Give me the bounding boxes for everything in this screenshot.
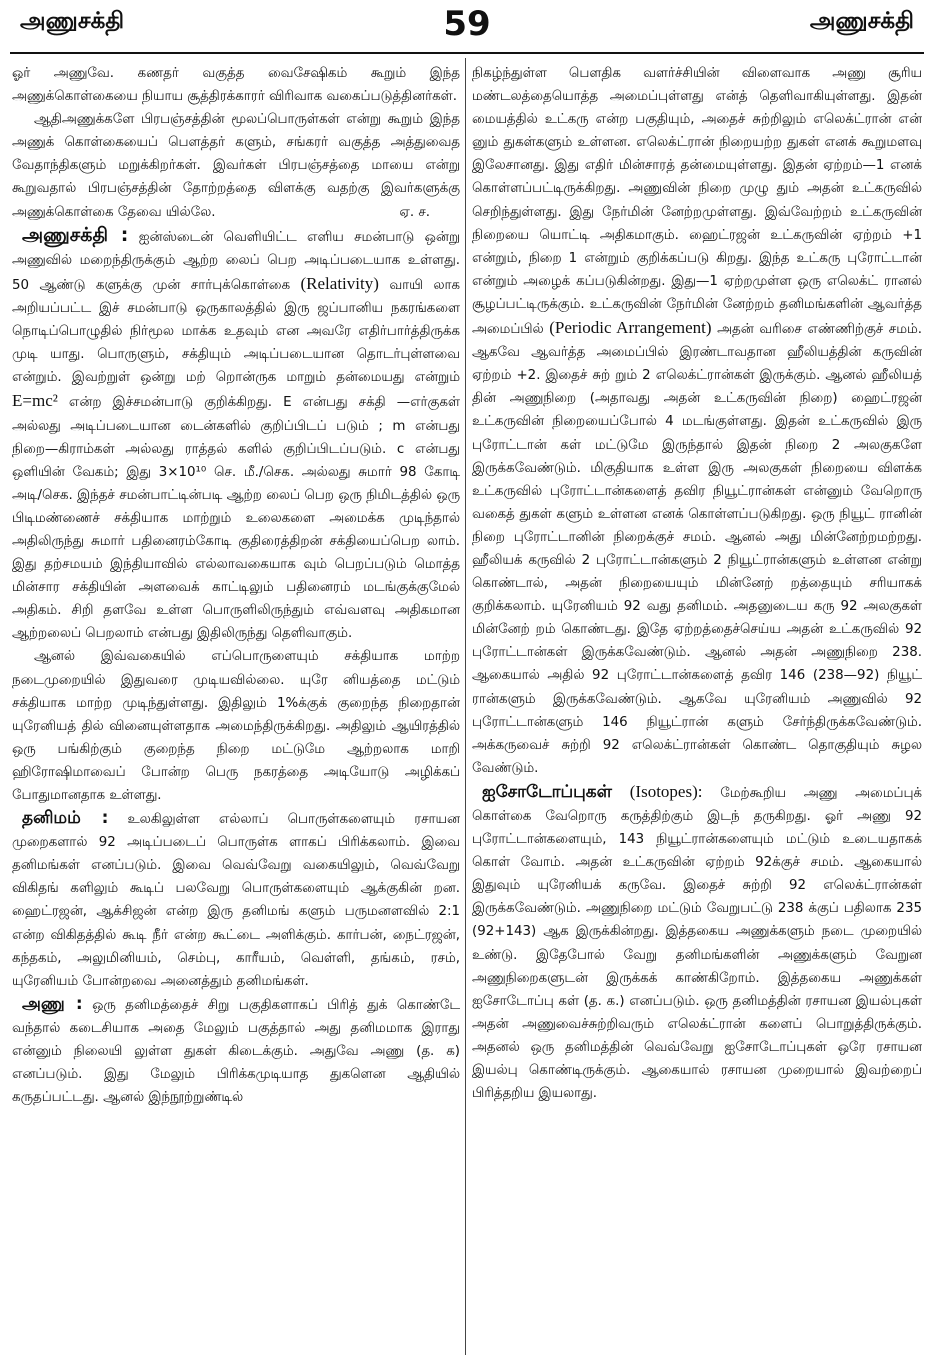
entry-heading: அணுசக்தி :: [22, 223, 129, 246]
running-head-left: அணுசக்தி: [20, 8, 125, 34]
entry-text: மேற்கூறிய அணு அமைப்புக் கொள்கை வேறொரு கருத்திற்கும் இடந் தருகிறது. ஓர் அணு 92 புரோட்டான்களையும், 143 நியூட்ரான்களையும் மட்டும் உடையதாகக் கொள் வோம். அதன் உட்கருவின் ஏற்றம் 92க்குச் சமம். ஆகையால் இதுவும் யுரேனியக் கருவே. இதைச் சுற்றி 92 எலெக்ட்ரான்கள் இருக்கவேண்டும். அணுநிறை மட்டும் வேறுபட்டு 238 க்குப் பதிலாக 235 (92+143) ஆக இருக்கின்றது. இத்தகைய அணுக்களும் நடை முறையில் உண்டு. இதேபோல் வேறு தனிமங்களின் அணுக்களும் வேறுன அணுநிறைகளுடன் இருக்கக் காண்கிறோம். இத்தகைய அணுக்கள் ஐசோடோப்பு கள் (த. க.) எனப்படும். ஒரு தனிமத்தின் ரசாயன இயல்புகள் அதன் அணுவைச்சுற்றிவரும் எலெக்ட்ரான் களைப் பொறுத்திருக்கும். அதனல் ஒரு தனிமத்தின் வெவ்வேறு ஐசோடோப்புகள் ஒரே ரசாயன இயல்பு கொண்டிருக்கும். ஆகையால் ரசாயன முறையால் இவற்றைப் பிரித்தறிய இயலாது.: [472, 785, 922, 1102]
header-rule: [10, 52, 924, 54]
entry-element: [12, 807, 460, 993]
paragraph: [472, 62, 922, 780]
running-head-right: அணுசக்தி: [809, 8, 914, 34]
entry-atomic-power: [12, 224, 460, 646]
page-number: 59: [443, 4, 491, 44]
english-term: (Periodic Arrangement): [549, 318, 712, 338]
paragraph: ஆனல் இவ்வகையில் எப்பொருளையும் சக்தியாக மாற்ற நடைமுறையில் இதுவரை முடியவில்லை. யுரே னியத்தை மட்டும் சக்தியாக மாற்ற முடிந்துள்ளது. இதிலும் 1%க்குக் குறைந்த நிறைதான் யுரேனியத் தில் வினையுள்ளதாக அமைந்திருக்கிறது. அதிலும் ஆயிரத்தில் ஒரு பங்கிற்கும் குறைந்த நிறை மட்டுமே ஆற்றலாக மாறி ஹிரோஷிமாவைப் போன்ற பெரு நகரத்தை அடியோடு அழிக்கப் போதுமானதாக உள்ளது.: [12, 649, 460, 803]
english-term: (Relativity): [300, 273, 379, 293]
left-column: [12, 62, 460, 1361]
entry-heading: தனிமம் :: [22, 808, 109, 829]
paragraph: ஓர் அணுவே. கணதர் வகுத்த வைசேஷிகம் கூறும் இந்த அணுக்கொள்கையை நியாய சூத்திரக்காரர் விரிவாக வகைப்படுத்தினர்கள்.: [12, 66, 460, 105]
entry-text: உலகிலுள்ள எல்லாப் பொருள்களையும் ரசாயன முறைகளால் 92 அடிப்படைப் பொருள்க ளாகப் பிரிக்கலாம். இவை தனிமங்கள் எனப்படும். இவை வெவ்வேறு வகையிலும், வெவ்வேறு விகிதங் களிலும் கூடிப் பலவேறு பொருள்களையும் ஆக்குகின் றன. ஹைட்ரஜன், ஆக்சிஜன் என்ற இரு தனிமங் களும் பருமனளவில் 2:1 என்ற விகிதத்தில் கூடி நீர் என்ற கூட்டை அளிக்கும். கார்பன், நைட்ரஜன், கந்தகம், அலுமினியம், செம்பு, காரீயம், வெள்ளி, தங்கம், ரசம், யுரேனியம் போன்றவை அனைத்தும் தனிமங்கள்.: [12, 812, 460, 989]
entry-heading: அணு :: [22, 993, 83, 1014]
column-divider: [465, 58, 466, 1355]
paragraph: ஆதிஅணுக்களே பிரபஞ்சத்தின் மூலப்பொருள்கள் என்று கூறும் இந்த அணுக் கொள்கையைப் பௌத்தர் களும், சங்கரர் வகுத்த அத்துவைத வேதாந்திகளும் மறுக்கிறர்கள். இவர்கள் பிரபஞ்சத்தை மாயை என்று கூறுவதால் பிரபஞ்சத்தின் தோற்றத்தை விளக்கு வதற்கு இவர்களுக்கு அணுக்கொள்கை தேவை யில்லே.: [12, 112, 460, 220]
author-initials: ஏ. ச.: [399, 204, 430, 220]
english-term: (Isotopes):: [629, 781, 703, 801]
entry-text: ஐன்ஸ்டைன் வெளியிட்ட எளிய சமன்பாடு ஒன்று அணுவில் மறைந்திருக்கும் ஆற்ற லைப் பெற அடிப்படையாக உள்ளது. 50 ஆண்டு களுக்கு முன் சார்புக்கொள்கை: [12, 229, 460, 293]
entry-text: ஒரு தனிமத்தைச் சிறு பகுதிகளாகப் பிரித் துக் கொண்டே வந்தால் கடைசியாக அதை மேலும் பகுத்தால் அது தனிமமாக இராது என்னும் நிலையி லுள்ள துகள் கிடைக்கும். அதுவே அணு (த. க) எனப்படும். இது மேலும் பிரிக்கமுடியாத துகளென ஆதியில் கருதப்பட்டது. ஆனல் இந்நூற்றுண்டில்: [12, 997, 460, 1106]
entry-heading: ஐசோடோப்புகள்: [482, 781, 613, 802]
paragraph-text: நிகழ்ந்துள்ள பௌதிக வளர்ச்சியின் விளைவாக அணு சூரிய மண்டலத்தையொத்த அமைப்புள்ளது என்த் தெளிவாகியுள்ளது. இதன் மையத்தில் உட்கரு என்ற பகுதியும், அதைச் சுற்றிலும் எலெக்ட்ரான் என் னும் துகள்களும் உள்ளன. எலெக்ட்ரான் நிறையற்ற துகள் எனக் கூறுமளவு இலேசானது. இது எதிர் மின்சாரத் தன்மையுள்ளது. இதன் ஏற்றம்—1 எனக் கொள்ளப்பட்டிருக்கிறது. அணுவின் நிறை முழு தும் அதன் உட்கருவில் செறிந்துள்ளது. இது நேர்மின் னேற்றமுள்ளது. இவ்வேற்றம் உட்கருவின் நிறையை யொட்டி அதிகமாகும். ஹைட்ரஜன் உட்கருவின் ஏற்றம் +1 என்றும், நிறை 1 என்றும் குறிக்கப்படு கிறது. இந்த உட்கரு புரோட்டான் என்றும் அழைக் கப்படுகின்றது. இது—1 ஏற்றமுள்ள ஒரு எலெக்ட் ரானல் சூழப்பட்டிருக்கும். உட்கருவின் நேர்மின் னேற்றம் தனிமங்களின் ஆவர்த்த அமைப்பில்: [472, 66, 922, 338]
entry-text: வாயி லாக அறியப்பட்ட இச் சமன்பாடு ஒருகாலத்தில் இரு ஜப்பானிய நகரங்களை நொடிப்பொழுதில் நிர்மூல மாக்க உதவும் என அவரே எதிர்பார்த்திருக்க முடி யாது. பொருளும், சக்தியும் அடிப்படையான தொடர்புள்ளவை என்றும். இவற்றுள் ஒன்று மற் றொன்ருக மாறும் தன்மையது என்றும்: [12, 277, 460, 386]
paragraph-text: அதன் வரிசை எண்ணிற்குச் சமம். ஆகவே ஆவர்த்த அமைப்பில் இரண்டாவதான ஹீலியத்தின் கருவின் ஏற்றம் +2. இதைச் சுற் றும் 2 எலெக்ட்ரான்கள் இருக்கும். ஆனல் ஹீலியத் தின் அணுநிறை (அதாவது அதன் உட்கருவின் நிறை) ஹைட்ரஜன் உட்கருவின் நிறையைப்போல் 4 மடங்குள்ளது. இதன் உட்கருவில் இரு புரோட்டான் கள் மட்டுமே இருந்தால் இதன் நிறை 2 அலகுகளே இருக்கவேண்டும். மிகுதியாக உள்ள இரு அலகுகள் நிறையை விளக்க உட்கருவில் புரோட்டான்களைத் தவிர நியூட்ரான்கள் என்னும் வேறொரு வகைத் துகள் களும் உள்ளன எனக் கொள்ளப்படுகிறது. ஒரு நியூட் ரானின் நிறை புரோட்டானின் நிறைக்குச் சமம். ஆனல் அது மின்னேற்றமற்றது. ஹீலியக் கருவில் 2 புரோட்டான்களும் 2 நியூட்ரான்களும் உள்ளன என்று கொண்டால், அதன் நிறையையும் மின்னேற் றத்தையும் சரியாகக் குறிக்கலாம். யுரேனியம் 92 வது தனிமம். அதனுடைய கரு 92 அலகுகள் மின்னேற் றம் கொண்டது. இதே ஏற்றத்தைச்செய்ய அதன் உட்கருவில் 92 புரோட்டான்கள் இருக்கவேண்டும். ஆனல் அதன் அணுநிறை 238. ஆகையால் அதில் 92 புரோட்டான்களைத் தவிர 146 (238—92) நியூட் ரான்களும் இருக்கவேண்டும். ஆகவே யுரேனியம் அணுவில் 92 புரோட்டான்களும் 146 நியூட்ரான் களும் சேர்ந்திருக்கவேண்டும். அக்கருவைச் சுற்றி 92 எலெக்ட்ரான்கள் கொண்ட தொகுதியும் சுழல வேண்டும்.: [472, 322, 922, 776]
equation: E=mc²: [12, 391, 58, 411]
entry-isotopes: [472, 780, 922, 1105]
right-column: [472, 62, 922, 1361]
entry-atom: [12, 993, 460, 1109]
entry-text: என்ற இச்சமன்பாடு குறிக்கிறது. E என்பது சக்தி —எர்குகள் அல்லது அடிப்படையான டைன்களில் குறிப்பிடப் படும் ; m என்பது நிறை—கிராம்கள் அல்லது ராத்தல் களில் குறிப்பிடப்படும். c என்பது ஒளியின் வேகம்; இது 3×10¹⁰ செ. மீ./செக. அல்லது சுமார் 98 கோடி அடி/செக. இந்தச் சமன்பாட்டின்படி ஆற்ற லைப் பெற ஒரு நிமிடத்தில் ஒரு பிடிமண்ணைச் சக்தியாக மாற்றும் உலைகளை அமைக்க முடிந்தால் அதிலிருந்து சுமார் பதினைரம்கோடி குதிரைத்திறன் சக்தியைப்பெற லாம். இது தற்சமயம் இந்தியாவில் எல்லாவகையாக வும் பெறப்படும் மொத்த மின்சார சக்தியின் அளவைக் காட்டிலும் பதினைரம் மடங்குக்குமேல் அதிகம். சிறி தளவே உள்ள பொருளிலிருந்தும் எவ்வளவு அதிகமான ஆற்றலைப் பெறலாம் என்பது இதிலிருந்து தெளிவாகும்.: [12, 395, 460, 642]
